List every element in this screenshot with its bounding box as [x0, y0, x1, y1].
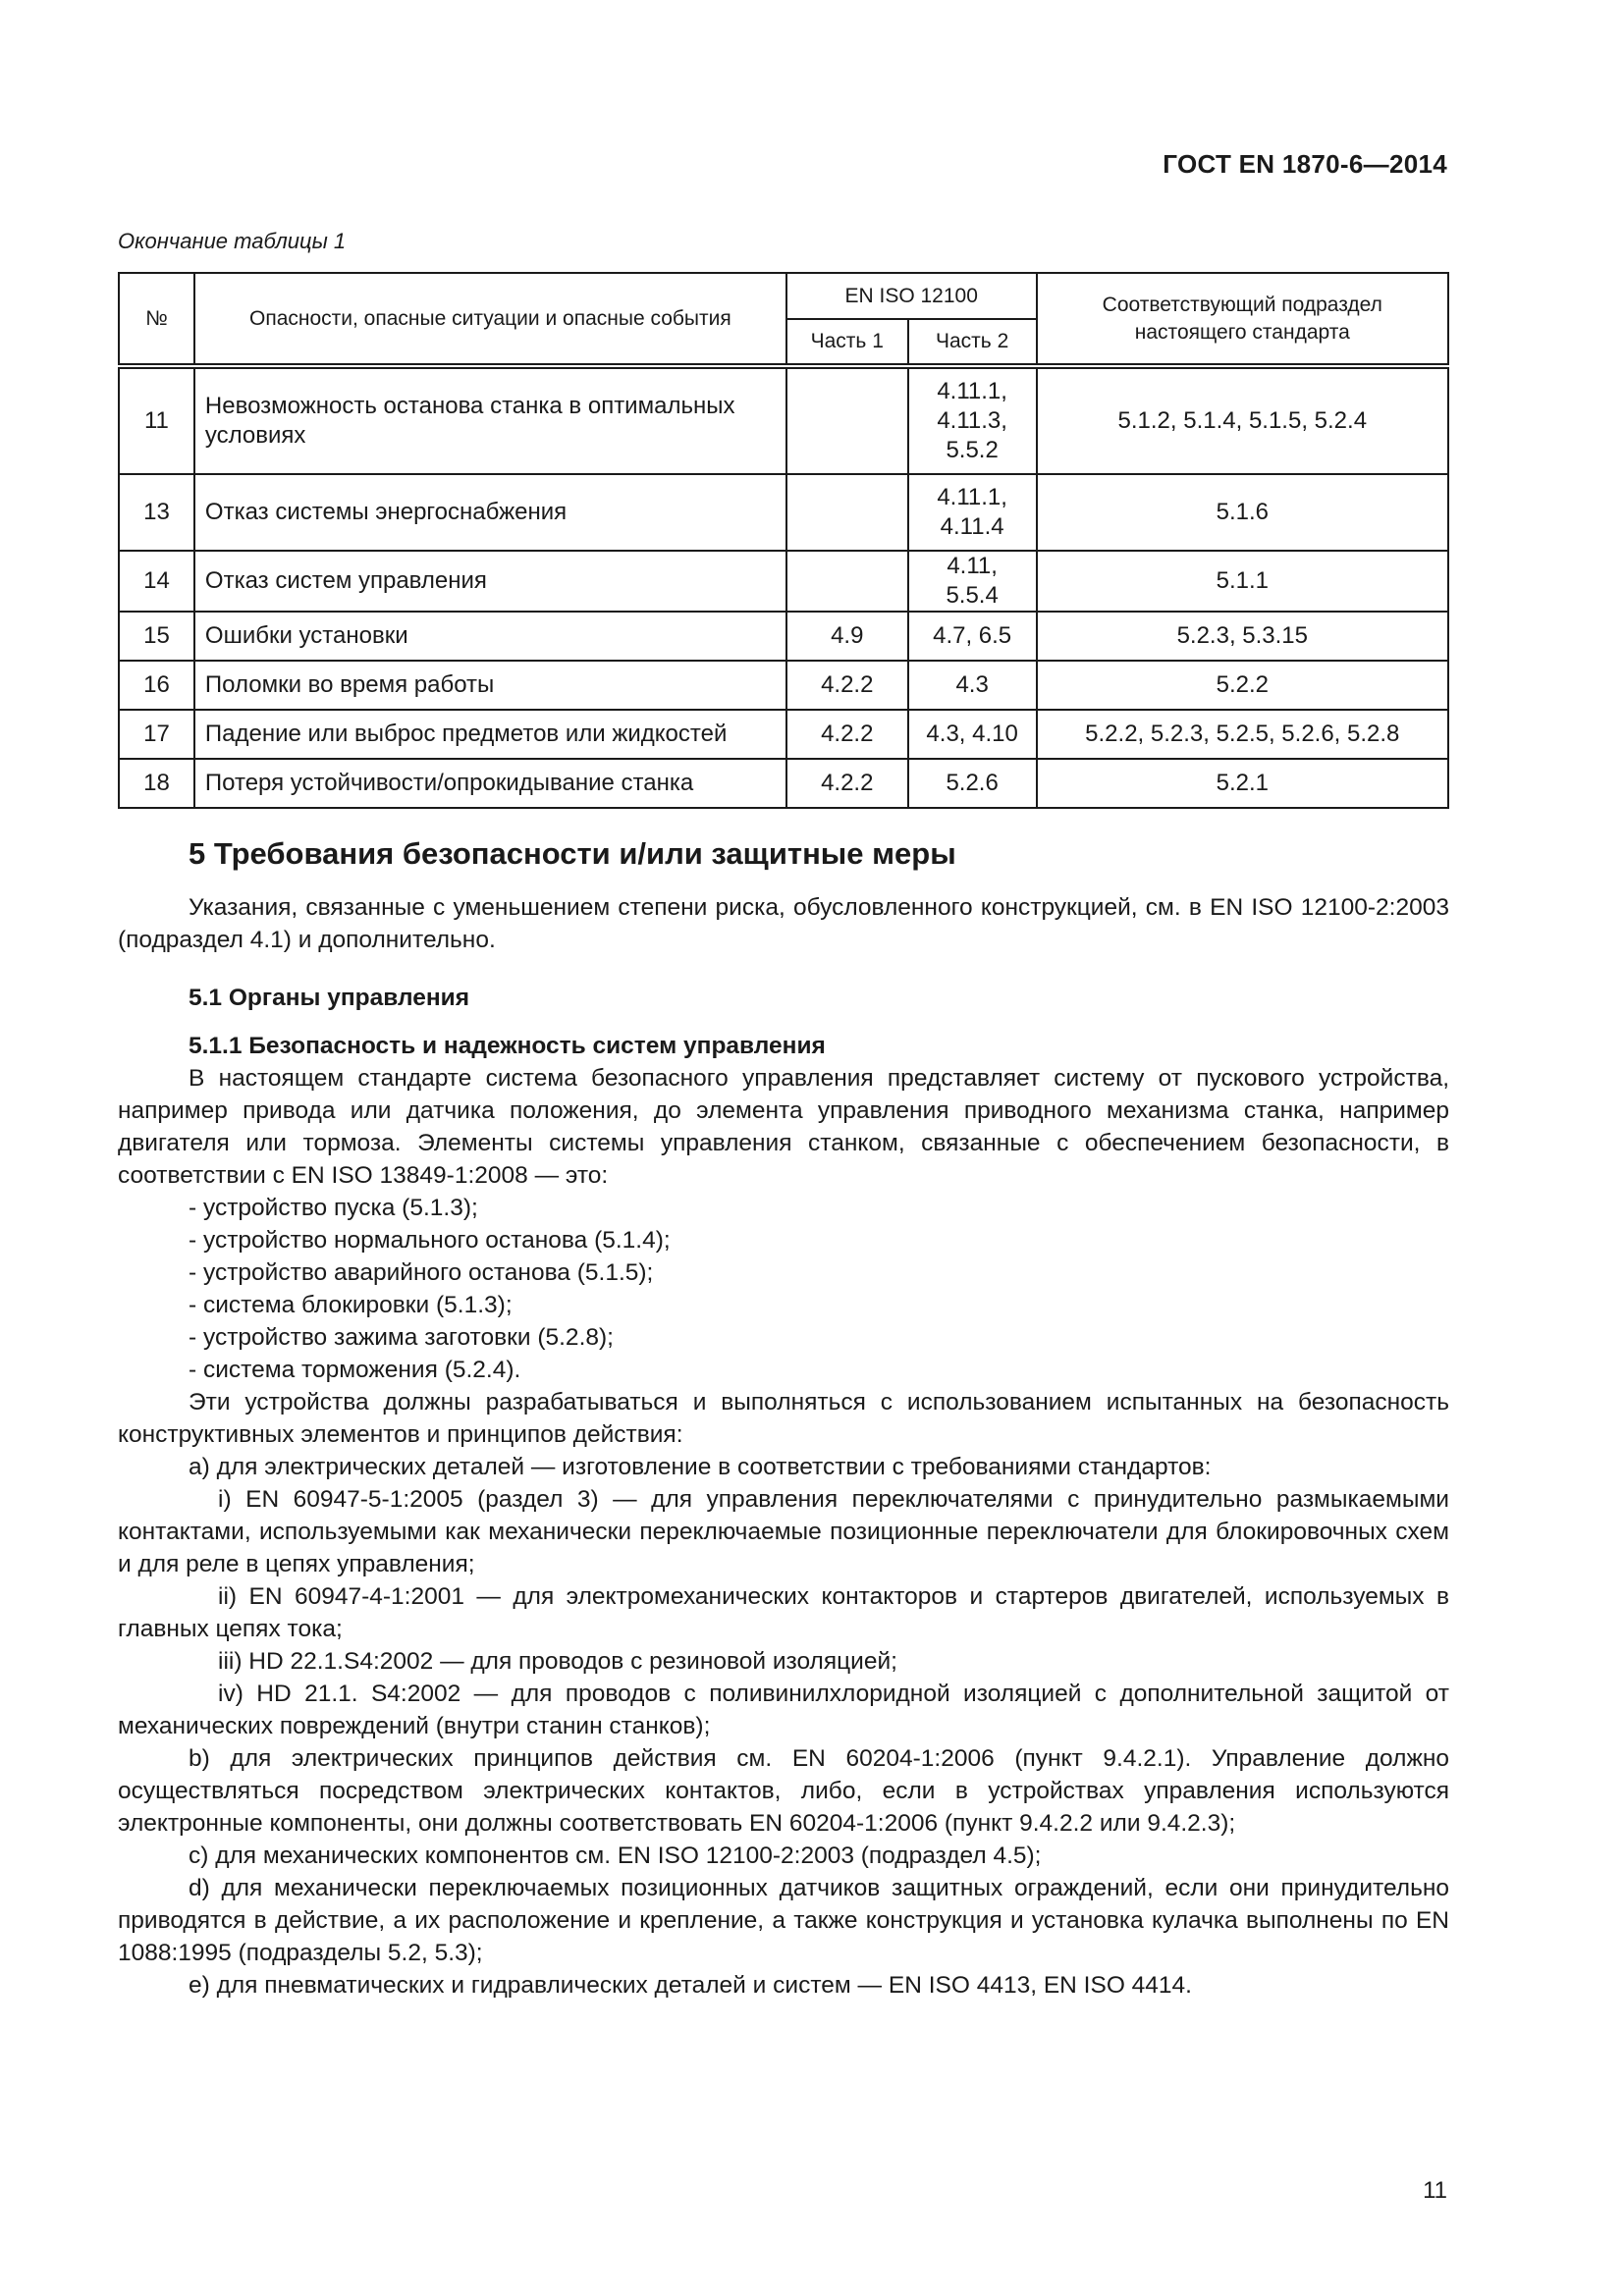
header-hazards: Опасности, опасные ситуации и опасные события	[194, 273, 786, 366]
header-part2: Часть 2	[908, 319, 1037, 366]
list-item: - система блокировки (5.1.3);	[189, 1292, 513, 1318]
table-row	[119, 661, 1448, 710]
cell-num: 15	[119, 612, 194, 661]
cell-hazard: Поломки во время работы	[194, 661, 786, 710]
cell-part1	[786, 366, 908, 474]
cell-hazard: Отказ системы энергоснабжения	[194, 474, 786, 551]
subsection-5-1-title: 5.1 Органы управления	[189, 985, 470, 1011]
header-section: Соответствующий подраздел настоящего стандарта	[1037, 273, 1448, 366]
cell-section: 5.2.2	[1037, 661, 1448, 710]
list-item: - устройство нормального останова (5.1.4);	[189, 1227, 671, 1254]
table-caption: Окончание таблицы 1	[118, 229, 347, 253]
table-row	[119, 759, 1448, 808]
item-b: b) для электрических принципов действия см. EN 60204-1:2006 (пункт 9.4.2.1). Управление должно осуществляться посредством электрических контактов, либо, если в устройствах управления используются электронные компоненты, они должны соответствовать EN 60204-1:2006 (пункт 9.4.2.2 или 9.4.2.3);	[118, 1745, 1449, 1837]
cell-num: 11	[119, 366, 194, 474]
cell-part2: 4.11, 5.5.4	[908, 551, 1037, 612]
cell-part2: 5.2.6	[908, 759, 1037, 808]
table-row	[119, 551, 1448, 612]
header-part1: Часть 1	[786, 319, 908, 366]
item-a-iii: iii) HD 22.1.S4:2002 — для проводов с резиновой изоляцией;	[218, 1648, 897, 1675]
cell-num: 13	[119, 474, 194, 551]
list-item: - система торможения (5.2.4).	[189, 1357, 521, 1383]
cell-section: 5.1.2, 5.1.4, 5.1.5, 5.2.4	[1037, 366, 1448, 474]
cell-part1: 4.2.2	[786, 759, 908, 808]
paragraph-devices: Эти устройства должны разрабатываться и выполняться с использованием испытанных на безопасность конструктивных элементов и принципов действия:	[118, 1389, 1449, 1448]
section-5-title: 5 Требования безопасности и/или защитные меры	[189, 836, 956, 871]
cell-section: 5.1.6	[1037, 474, 1448, 551]
cell-hazard: Невозможность останова станка в оптимальных условиях	[194, 366, 786, 474]
table-row	[119, 612, 1448, 661]
cell-hazard: Отказ систем управления	[194, 551, 786, 612]
page-number: 11	[1423, 2177, 1447, 2204]
hazards-table	[118, 272, 1449, 809]
cell-hazard: Ошибки установки	[194, 612, 786, 661]
cell-section: 5.2.2, 5.2.3, 5.2.5, 5.2.6, 5.2.8	[1037, 710, 1448, 759]
table-row	[119, 474, 1448, 551]
document-code: ГОСТ EN 1870-6—2014	[1163, 149, 1447, 179]
table-row	[119, 366, 1448, 474]
item-d: d) для механически переключаемых позиционных датчиков защитных ограждений, если они принудительно приводятся в действие, а их расположение и крепление, а также конструкция и установка кулачка выполнены по EN 1088:1995 (подразделы 5.2, 5.3);	[118, 1875, 1449, 1966]
cell-part1: 4.2.2	[786, 661, 908, 710]
header-en-iso: EN ISO 12100	[786, 273, 1037, 319]
cell-part1: 4.2.2	[786, 710, 908, 759]
cell-section: 5.1.1	[1037, 551, 1448, 612]
cell-num: 14	[119, 551, 194, 612]
section-5-intro: Указания, связанные с уменьшением степени риска, обусловленного конструкцией, см. в EN ISO 12100-2:2003 (подраздел 4.1) и дополнительно.	[118, 894, 1449, 953]
cell-section: 5.2.1	[1037, 759, 1448, 808]
paragraph-control-system: В настоящем стандарте система безопасного управления представляет систему от пускового устройства, например привода или датчика положения, до элемента управления приводного механизма станка, например двигателя или тормоза. Элементы системы управления станком, связанные с обеспечением безопасности, в соответствии с EN ISO 13849-1:2008 — это:	[118, 1065, 1449, 1189]
list-item: - устройство пуска (5.1.3);	[189, 1195, 478, 1221]
cell-part2: 4.11.1, 4.11.3, 5.5.2	[908, 366, 1037, 474]
cell-section: 5.2.3, 5.3.15	[1037, 612, 1448, 661]
item-c: c) для механических компонентов см. EN ISO 12100-2:2003 (подраздел 4.5);	[189, 1842, 1042, 1869]
cell-num: 18	[119, 759, 194, 808]
main-content	[118, 834, 1449, 2002]
cell-part2: 4.3	[908, 661, 1037, 710]
cell-part2: 4.3, 4.10	[908, 710, 1037, 759]
cell-hazard: Падение или выброс предметов или жидкостей	[194, 710, 786, 759]
cell-num: 16	[119, 661, 194, 710]
cell-hazard: Потеря устойчивости/опрокидывание станка	[194, 759, 786, 808]
item-a: a) для электрических деталей — изготовление в соответствии с требованиями стандартов:	[189, 1454, 1212, 1480]
list-item: - устройство зажима заготовки (5.2.8);	[189, 1324, 614, 1351]
cell-part1	[786, 474, 908, 551]
cell-part2: 4.7, 6.5	[908, 612, 1037, 661]
header-num: №	[119, 273, 194, 366]
subsection-5-1-1-title: 5.1.1 Безопасность и надежность систем управления	[189, 1033, 826, 1059]
cell-num: 17	[119, 710, 194, 759]
item-a-ii: ii) EN 60947-4-1:2001 — для электромеханических контакторов и стартеров двигателей, используемых в главных цепях тока;	[118, 1583, 1449, 1642]
cell-part2: 4.11.1, 4.11.4	[908, 474, 1037, 551]
item-a-iv: iv) HD 21.1. S4:2002 — для проводов с поливинилхлоридной изоляцией с дополнительной защитой от механических повреждений (внутри станин станков);	[118, 1681, 1449, 1739]
table-row	[119, 710, 1448, 759]
item-a-i: i) EN 60947-5-1:2005 (раздел 3) — для управления переключателями с принудительно размыкаемыми контактами, используемыми как механически переключаемые позиционные переключатели для блокировочных схем и для реле в цепях управления;	[118, 1486, 1449, 1577]
cell-part1	[786, 551, 908, 612]
item-e: e) для пневматических и гидравлических деталей и систем — EN ISO 4413, EN ISO 4414.	[189, 1972, 1192, 1999]
list-item: - устройство аварийного останова (5.1.5);	[189, 1259, 654, 1286]
cell-part1: 4.9	[786, 612, 908, 661]
